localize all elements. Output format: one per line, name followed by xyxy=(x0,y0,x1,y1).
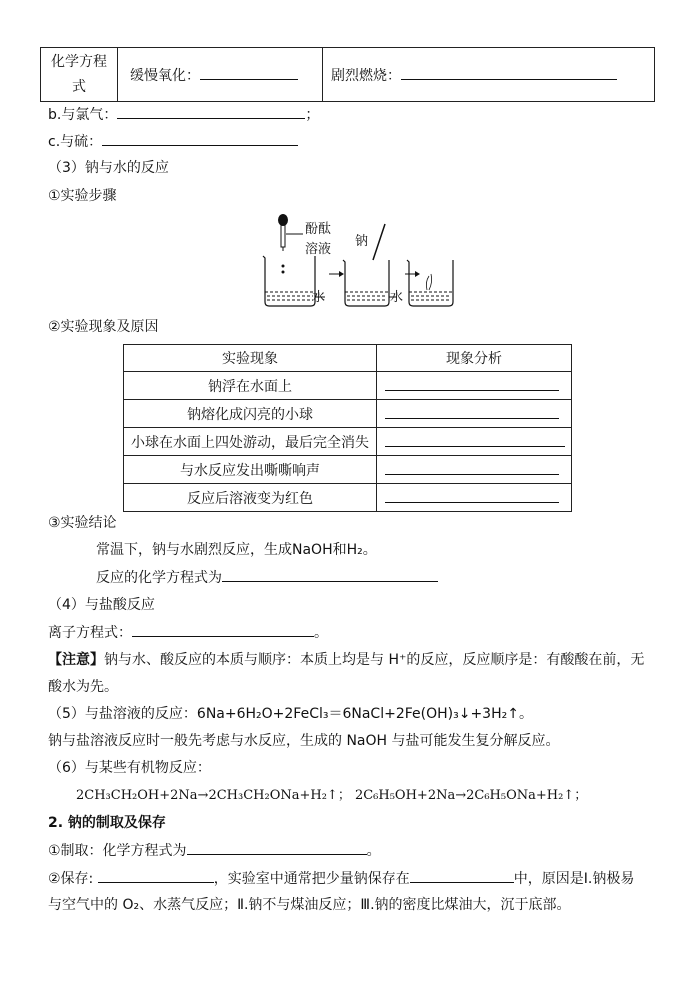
conclusion-1: 常温下，钠与水剧烈反应，生成NaOH和H₂。 xyxy=(96,542,377,558)
section-5-title: （5）与盐溶液的反应：6Na+6H₂O+2FeCl₃＝6NaCl+2Fe(OH)₃↓+3H₂↑。 xyxy=(48,706,533,722)
chlorine-line xyxy=(48,104,319,125)
note-line-1 xyxy=(48,650,644,670)
obs-phenomenon: 小球在水面上四处游动，最后完全消失 xyxy=(124,428,377,456)
note-tag: 【注意】 xyxy=(48,652,104,668)
conclusion-2-label: 反应的化学方程式为 xyxy=(96,570,222,586)
section-4-title: （4）与盐酸反应 xyxy=(48,597,155,613)
organic-equations: 2CH₃CH₂OH+2Na→2CH₃CH₂ONa+H₂↑； 2C₆H₅OH+2Na→2C₆H₅ONa+H₂↑； xyxy=(76,788,588,803)
obs-header-analysis: 现象分析 xyxy=(377,345,572,372)
ionic-end: 。 xyxy=(314,625,328,641)
obs-phenomenon: 钠浮在水面上 xyxy=(124,372,377,400)
note-text-1: 钠与水、酸反应的本质与顺序：本质上均是与 H⁺的反应，反应顺序是：有酸酸在前，无 xyxy=(104,652,645,668)
heading-2: 2. 钠的制取及保存 xyxy=(48,815,166,831)
step-2-title: ②实验现象及原因 xyxy=(48,319,159,335)
burning-label: 剧烈燃烧： xyxy=(331,67,401,84)
ionic-label: 离子方程式： xyxy=(48,625,132,641)
obs-phenomenon: 反应后溶液变为红色 xyxy=(124,484,377,512)
storage-reason: 中，原因是Ⅰ.钠极易 xyxy=(513,871,635,887)
equation-blank[interactable] xyxy=(222,567,438,582)
table-row xyxy=(124,456,572,484)
table-row xyxy=(124,484,572,512)
obs-phenomenon: 与水反应发出嘶嘶响声 xyxy=(124,456,377,484)
analysis-blank[interactable] xyxy=(385,432,565,447)
ionic-blank[interactable] xyxy=(132,622,314,637)
salt-reaction-note: 钠与盐溶液反应时一般先考虑与水反应，生成的 NaOH 与盐可能发生复分解反应。 xyxy=(48,733,560,749)
burning-cell xyxy=(323,48,655,102)
water-label-2: 水 xyxy=(390,290,404,305)
obs-header-phenomenon: 实验现象 xyxy=(124,345,377,372)
preparation-end: 。 xyxy=(366,843,381,859)
beaker-1-icon xyxy=(263,256,315,306)
observation-table xyxy=(123,344,572,512)
sulfur-label: c.与硫： xyxy=(48,134,103,150)
note-line-2: 酸水为先。 xyxy=(48,679,118,695)
preparation-line xyxy=(48,840,381,861)
storage-line-2: 与空气中的 O₂、水蒸气反应；Ⅱ.钠不与煤油反应；Ⅲ.钠的密度比煤油大，沉于底部。 xyxy=(48,897,571,913)
ionic-line xyxy=(48,622,328,643)
beaker-diagram xyxy=(255,214,455,310)
solution-label: 溶液 xyxy=(305,242,332,257)
storage-blank-1[interactable] xyxy=(98,868,214,883)
sulfur-line xyxy=(48,131,298,152)
equation-label: 化学方程式 xyxy=(51,53,107,95)
analysis-blank[interactable] xyxy=(385,488,559,503)
experiment-figure xyxy=(255,214,455,310)
storage-label: ②保存: xyxy=(48,871,94,887)
phenolphthalein-label: 酚酞 xyxy=(305,222,332,237)
storage-text: ，实验室中通常把少量钠保存在 xyxy=(213,871,410,887)
beaker-3-icon xyxy=(407,260,453,306)
analysis-blank[interactable] xyxy=(385,460,559,475)
storage-line-1 xyxy=(48,868,634,889)
slow-oxidation-blank[interactable] xyxy=(200,65,298,80)
chlorine-end: ； xyxy=(305,107,320,123)
conclusion-2-line xyxy=(96,567,438,588)
equation-label-cell xyxy=(41,48,118,102)
chlorine-label: b.与氯气： xyxy=(48,107,118,123)
dropper-bulb-icon xyxy=(278,214,288,226)
analysis-blank[interactable] xyxy=(385,404,559,419)
beaker-2-icon xyxy=(343,260,389,306)
section-6-title: （6）与某些有机物反应： xyxy=(48,760,211,776)
table-row xyxy=(124,428,572,456)
top-equation-table xyxy=(40,47,655,102)
obs-phenomenon: 钠熔化成闪亮的小球 xyxy=(124,400,377,428)
analysis-blank[interactable] xyxy=(385,376,559,391)
section-3-title: （3）钠与水的反应 xyxy=(48,160,169,176)
slow-oxidation-cell xyxy=(118,48,323,102)
burning-blank[interactable] xyxy=(401,65,617,80)
step-1-title: ①实验步骤 xyxy=(48,188,117,204)
table-row xyxy=(124,400,572,428)
tweezers-icon xyxy=(373,224,385,260)
preparation-label: ①制取：化学方程式为 xyxy=(48,843,187,859)
step-3-title: ③实验结论 xyxy=(48,515,117,531)
sulfur-blank[interactable] xyxy=(102,131,298,146)
water-label-1: 水 xyxy=(312,290,326,305)
sodium-label: 钠 xyxy=(355,234,369,249)
storage-blank-2[interactable] xyxy=(410,868,514,883)
preparation-blank[interactable] xyxy=(187,840,367,855)
table-row xyxy=(124,372,572,400)
slow-oxidation-label: 缓慢氧化： xyxy=(130,67,200,84)
chlorine-blank[interactable] xyxy=(117,104,305,119)
